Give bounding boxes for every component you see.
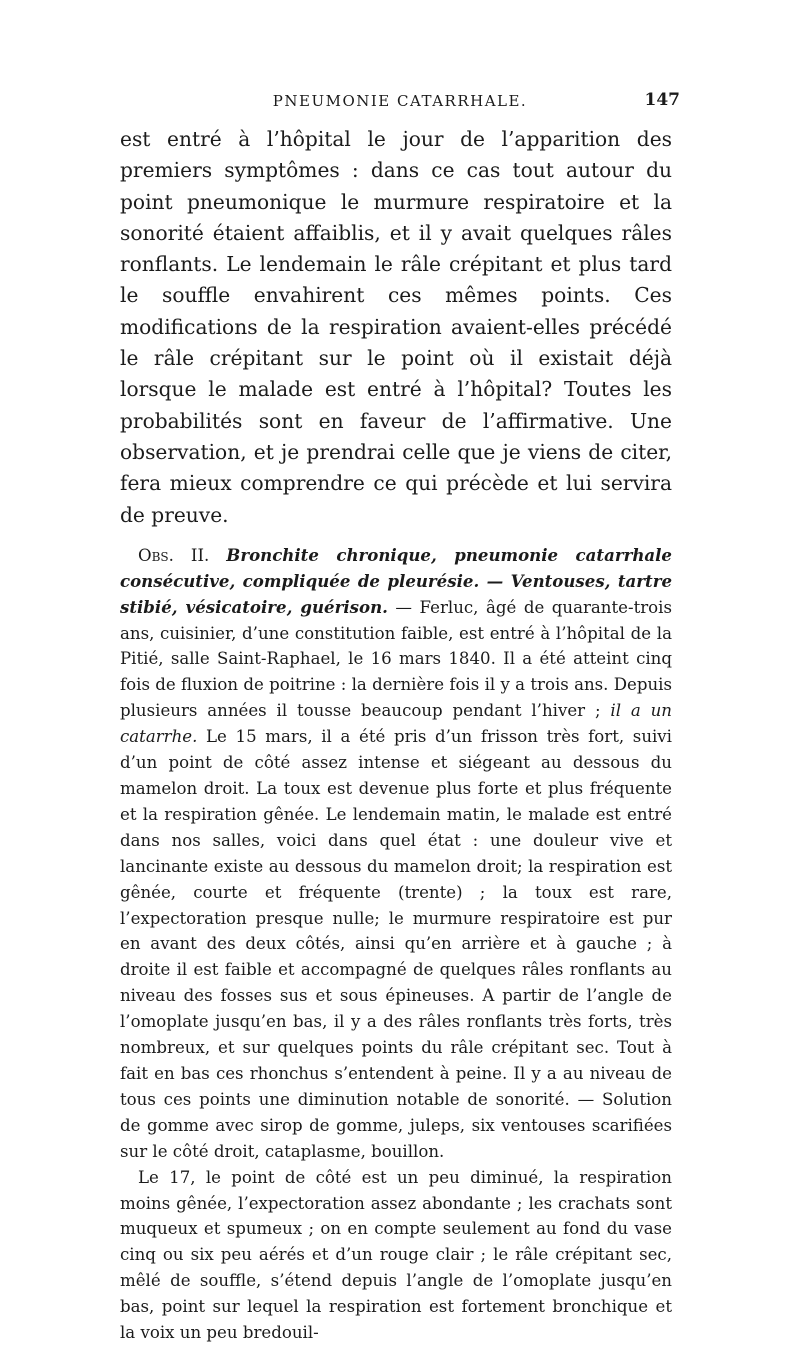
observation-paragraph (120, 543, 672, 1165)
observation-italic-note: il a un catarrhe. (120, 701, 672, 747)
observation-title: Bronchite chronique, pneumonie catarrhale consécutive, compliquée de pleurésie. — Ventouses, tartre stibié, vésicatoire, guérison. (120, 544, 672, 617)
observation-text-1: — Ferluc, âgé de quarante-trois ans, cuisinier, d’une constitution faible, est entré à l’hôpital de la Pitié, salle Saint-Raphael, le 16 mars 1840. Il a été atteint cinq fois de fluxion de poitrine : la dernière fois il y a trois ans. Depuis plusieurs années il tousse beaucoup pendant l’hiver ; (120, 597, 672, 721)
observation-text-2: Le 15 mars, il a été pris d’un frisson très fort, suivi d’un point de côté assez intense et siégeant au dessous du mamelon droit. La toux est devenue plus forte et plus fréquente et la respiration gênée. Le lendemain matin, le malade est entré dans nos salles, voici dans quel état : une douleur vive et lancinante existe au dessous du mamelon droit; la respiration est gênée, courte et fréquente (trente) ; la toux est rare, l’expectoration presque nulle; le murmure respiratoire est pur en avant des deux côtés, ainsi qu’en arrière et à gauche ; à droite il est faible et accompagné de quelques râles ronflants au niveau des fosses sus et sous épineuses. A partir de l’angle de l’omoplate jusqu’en bas, il y a des râles ronflants très forts, très nombreux, et sur quelques points du râle crépitant sec. Tout à fait en bas ces rhonchus s’entendent à peine. Il y a au niveau de tous ces points une diminution notable de sonorité. — Solution de gomme avec sirop de gomme, juleps, six ventouses scarifiées sur le côté droit, cataplasme, bouillon. (120, 727, 672, 1161)
observation-label: Obs. II. (138, 545, 210, 565)
paragraph-day-17: Le 17, le point de côté est un peu diminué, la respiration moins gênée, l’expectoration assez abondante ; les crachats sont muqueux et spumeux ; on en compte seulement au fond du vase cinq ou six peu aérés et d’un rouge clair ; le râle crépitant sec, mêlé de souffle, s’étend depuis l’angle de l’omoplate jusqu’en bas, point sur lequel la respiration est fortement bronchique et la voix un peu bredouil- (120, 1167, 672, 1343)
page-number: 147 (644, 90, 680, 110)
body-text (120, 124, 672, 1346)
page-header (120, 92, 680, 120)
paragraph-intro: est entré à l’hôpital le jour de l’apparition des premiers symptômes : dans ce cas tout autour du point pneumonique le murmure respiratoire et la sonorité étaient affaiblis, et il y avait quelques râles ronflants. Le lendemain le râle crépitant et plus tard le souffle envahirent ces mêmes points. Ces modifications de la respiration avaient-elles précédé le râle crépitant sur le point où il existait déjà lorsque le malade est entré à l’hôpital? Toutes les probabilités sont en faveur de l’affirmative. Une observation, et je prendrai celle que je viens de citer, fera mieux comprendre ce qui précède et lui servira de preuve. (120, 127, 672, 527)
running-title: PNEUMONIE CATARRHALE. (272, 92, 528, 110)
